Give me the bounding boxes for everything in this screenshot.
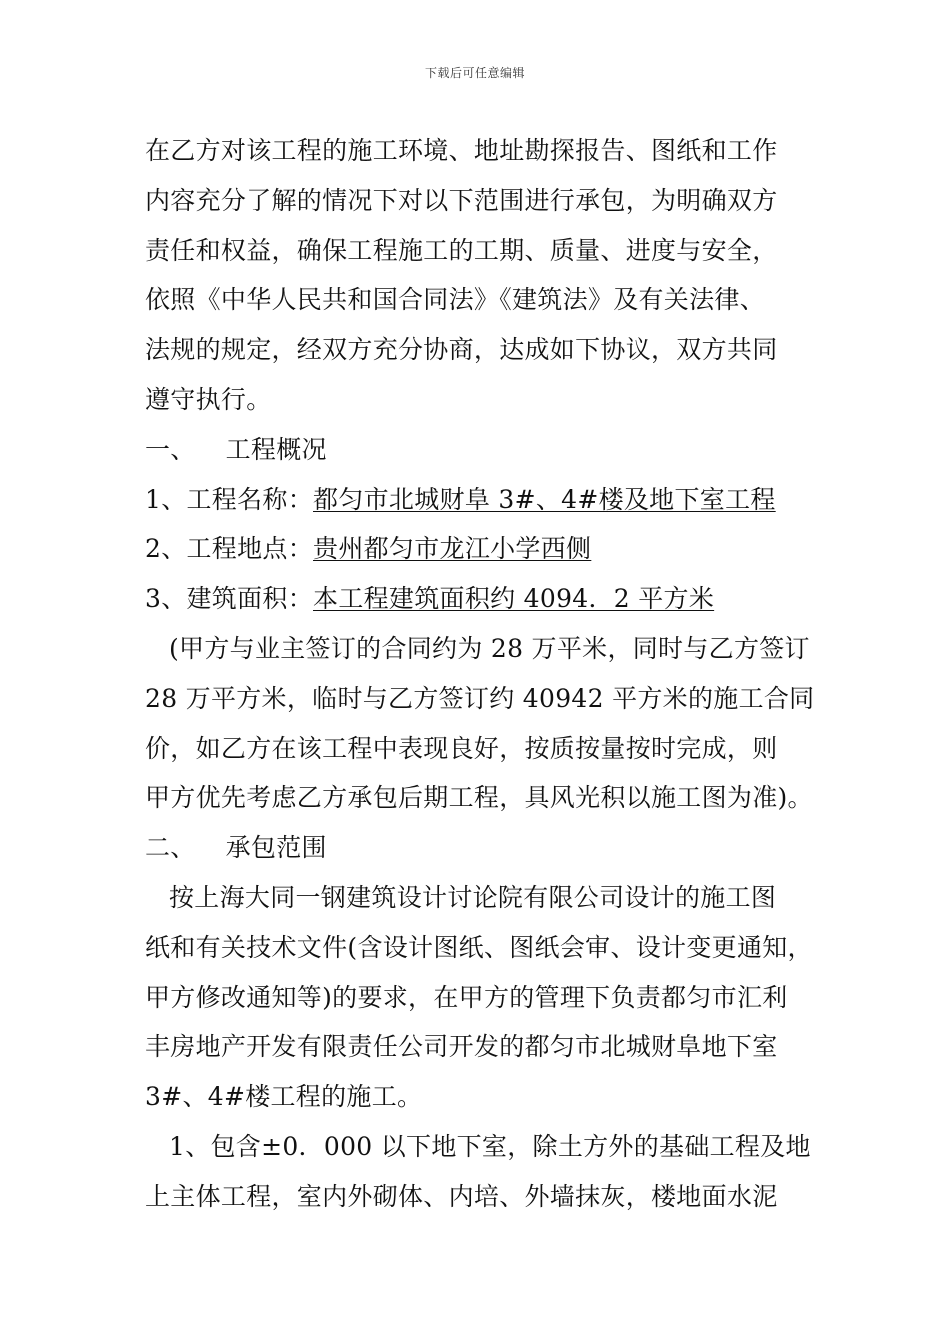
include-line: 1、包含±0．000 以下地下室，除土方外的基础工程及地 (169, 1131, 811, 1161)
paragraph-line: 责任和权益，确保工程施工的工期、质量、进度与安全， (145, 235, 778, 265)
scope-line: 甲方修改通知等)的要求，在甲方的管理下负责都匀市汇利 (145, 982, 788, 1012)
item-value: 本工程建筑面积约 4094．2 平方米 (313, 584, 715, 614)
item-value: 都匀市北城财阜 3#、4#楼及地下室工程 (313, 484, 776, 514)
paragraph-line: 遵守执行。 (145, 384, 272, 414)
note-line: 28 万平方米，临时与乙方签订约 40942 平方米的施工合同 (145, 683, 815, 713)
scope-line: 纸和有关技术文件(含设计图纸、图纸会审、设计变更通知， (145, 932, 813, 962)
page-header: 下载后可任意编辑 (424, 66, 525, 80)
note-line: (甲方与业主签订的合同约为 28 万平米，同时与乙方签订 (169, 633, 810, 663)
note-line: 价，如乙方在该工程中表现良好，按质按量按时完成，则 (145, 733, 778, 763)
paragraph-line: 在乙方对该工程的施工环境、地址勘探报告、图纸和工作 (145, 136, 778, 165)
scope-line: 3#、4#楼工程的施工。 (145, 1082, 423, 1112)
project-item-name (145, 475, 815, 525)
include-line: 上主体工程，室内外砌体、内培、外墙抹灰，楼地面水泥 (145, 1181, 778, 1211)
item-label: 2、工程地点： (145, 534, 314, 564)
project-item-area (145, 574, 815, 624)
paragraph-line: 依照《中华人民共和国合同法》《建筑法》及有关法律、 (145, 285, 766, 315)
section-title: 工程概况 (225, 434, 327, 464)
section-heading-1 (145, 425, 815, 475)
item-label: 3、建筑面积： (145, 584, 314, 614)
paragraph-line: 法规的规定，经双方充分协商，达成如下协议，双方共同 (145, 335, 778, 365)
paragraph-line: 内容充分了解的情况下对以下范围进行承包，为明确双方 (145, 185, 778, 215)
item-value: 贵州都匀市龙江小学西侧 (313, 534, 592, 564)
note-line: 甲方优先考虑乙方承包后期工程，具风光积以施工图为准)。 (145, 783, 813, 813)
document-body (145, 126, 815, 1222)
section-heading-2 (145, 823, 815, 873)
item-label: 1、工程名称： (145, 484, 314, 514)
project-item-location (145, 524, 815, 574)
scope-line: 丰房地产开发有限责任公司开发的都匀市北城财阜地下室 (145, 1032, 778, 1062)
scope-line: 按上海大同一钢建筑设计讨论院有限公司设计的施工图 (169, 882, 777, 912)
section-title: 承包范围 (225, 833, 327, 863)
section-number: 一、 (145, 434, 196, 464)
section-number: 二、 (145, 833, 196, 863)
